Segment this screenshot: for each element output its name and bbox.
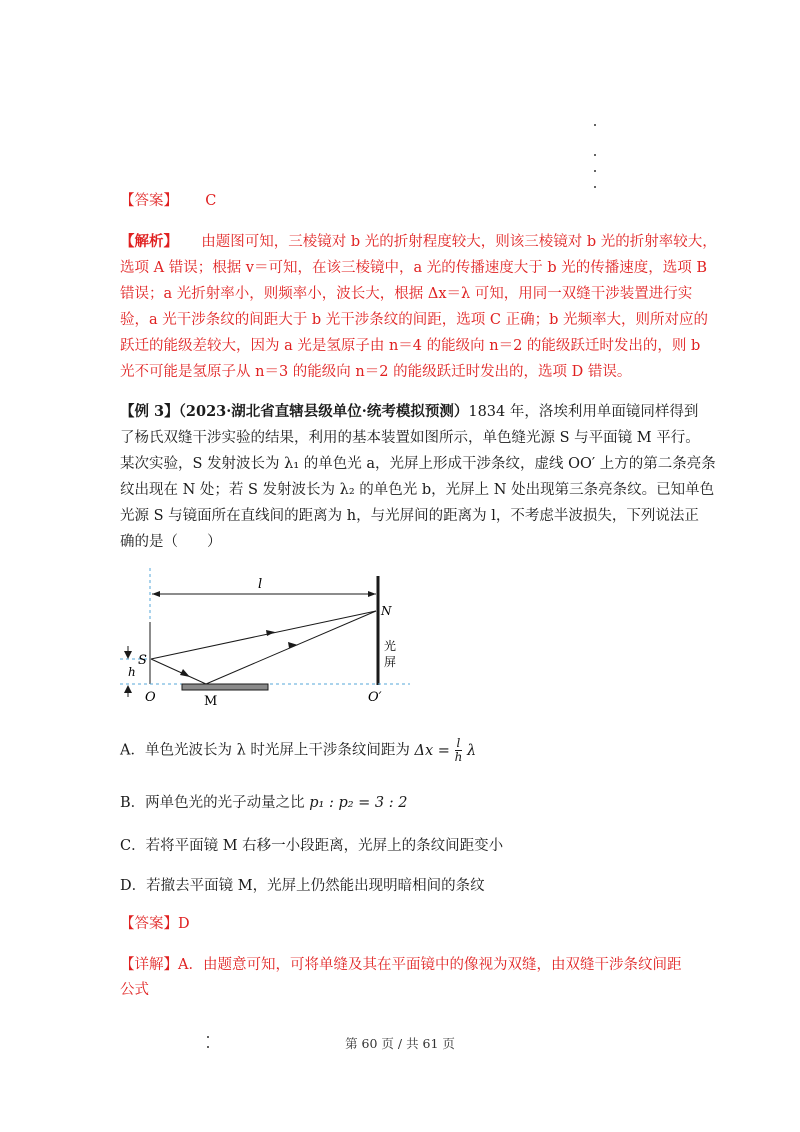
analysis-text-0: 由题图可知，三棱镜对 b 光的折射程度较大，则该三棱镜对 b 光的折射率较大， [201, 234, 717, 250]
label-screen-2: 屏 [384, 655, 397, 669]
option-d-text: D．若撤去平面镜 M，光屏上仍然能出现明暗相间的条纹 [120, 878, 485, 894]
option-b[interactable] [120, 792, 407, 814]
label-O: O [145, 690, 156, 705]
analysis-text-5: 光不可能是氢原子从 n＝3 的能级向 n＝2 的能级跃迁时发出的，选项 D 错误。 [120, 364, 632, 380]
example-text-3: 纹出现在 N 处；若 S 发射波长为 λ₂ 的单色光 b，光屏上 N 处出现第三条亮条纹。已知单色 [120, 482, 715, 498]
label-N: N [381, 604, 392, 618]
option-b-text: B．两单色光的光子动量之比 [120, 795, 305, 811]
label-M: M [204, 694, 218, 709]
label-S: S [138, 653, 147, 668]
analysis-line-3 [120, 310, 708, 330]
answer2-value: D [178, 916, 190, 932]
label-screen-1: 光 [384, 639, 397, 653]
analysis-text-4: 跃迁的能级差较大，因为 a 光是氢原子由 n＝4 的能级向 n＝2 的能级跃迁时发出的，则 b [120, 338, 701, 354]
option-c[interactable] [120, 835, 503, 857]
decorative-dot [594, 170, 596, 172]
mirror [182, 684, 268, 690]
answer2-label: 【答案】 [120, 916, 178, 932]
analysis-line-1 [120, 258, 707, 278]
answer-value: C [205, 193, 217, 209]
answer-label: 【答案】 [120, 193, 178, 209]
label-l: l [258, 577, 263, 592]
analysis-line-2 [120, 284, 692, 304]
analysis-line-4 [120, 336, 700, 356]
answer2-line [120, 914, 190, 934]
analysis-label: 【解析】 [120, 233, 178, 250]
example-line-0 [120, 402, 698, 422]
label-h: h [128, 665, 136, 679]
analysis-text-2: 错误；a 光折射率小，则频率小，波长大，根据 Δx＝λ 可知，用同一双缝干涉装置进行实 [120, 286, 693, 302]
option-c-text: C．若将平面镜 M 右移一小段距离，光屏上的条纹间距变小 [120, 838, 504, 854]
decorative-dot [594, 186, 596, 188]
decorative-dot [594, 154, 596, 156]
page-footer: 第 60 页 / 共 61 页 [345, 1036, 455, 1051]
answer-line [120, 191, 216, 211]
example-label: 【例 3】 [120, 403, 179, 420]
option-a-text: A．单色光波长为 λ 时光屏上干涉条纹间距为 [120, 742, 410, 759]
example-line-4 [120, 506, 699, 526]
analysis-text-3: 验，a 光干涉条纹的间距大于 b 光干涉条纹的间距，选项 C 正确；b 光频率大，则所对应的 [120, 312, 708, 328]
example-text-1: 了杨氏双缝干涉实验的结果，利用的基本装置如图所示，单色缝光源 S 与平面镜 M 平行。 [120, 430, 700, 446]
detail-text-0: A．由题意可知，可将单缝及其在平面镜中的像视为双缝，由双缝干涉条纹间距 [178, 957, 682, 973]
reflected-ray [206, 611, 376, 684]
incident-ray [151, 659, 206, 684]
option-d[interactable] [120, 875, 485, 897]
detail-line-0 [120, 955, 681, 975]
option-b-formula: p₁ : p₂ = 3 : 2 [309, 795, 408, 811]
detail-line-1 [120, 980, 149, 1000]
label-O-prime: O′ [368, 690, 382, 705]
example-text-4: 光源 S 与镜面所在直线间的距离为 h，与光屏间的距离为 l，不考虑半波损失，下列说法正 [120, 508, 699, 524]
decorative-dot [594, 124, 596, 126]
example-text-2: 某次实验，S 发射波长为 λ₁ 的单色光 a，光屏上形成干涉条纹，虚线 OO′ 上方的第二条亮条 [120, 456, 716, 472]
analysis-text-1: 选项 A 错误；根据 v＝可知，在该三棱镜中，a 光的传播速度大于 b 光的传播速度，选项 B [120, 260, 708, 276]
detail-label: 【详解】 [120, 957, 178, 973]
example-line-1 [120, 428, 700, 448]
detail-text-1: 公式 [120, 982, 149, 998]
option-a[interactable] [120, 737, 476, 764]
analysis-line-5 [120, 362, 631, 382]
example-line-5 [120, 532, 222, 552]
option-a-formula: Δx = $\frac{l}{h}$ λ [414, 736, 477, 764]
example-line-3 [120, 480, 714, 500]
analysis-line-0 [120, 232, 717, 252]
lloyd-mirror-figure [110, 560, 410, 710]
direct-ray [151, 611, 376, 659]
example-text-5: 确的是（ ） [120, 534, 222, 550]
example-text-0: 1834 年，洛埃利用单面镜同样得到 [468, 404, 699, 420]
example-line-2 [120, 454, 716, 474]
example-source: （2023·湖北省直辖县级单位·统考模拟预测） [178, 403, 469, 420]
